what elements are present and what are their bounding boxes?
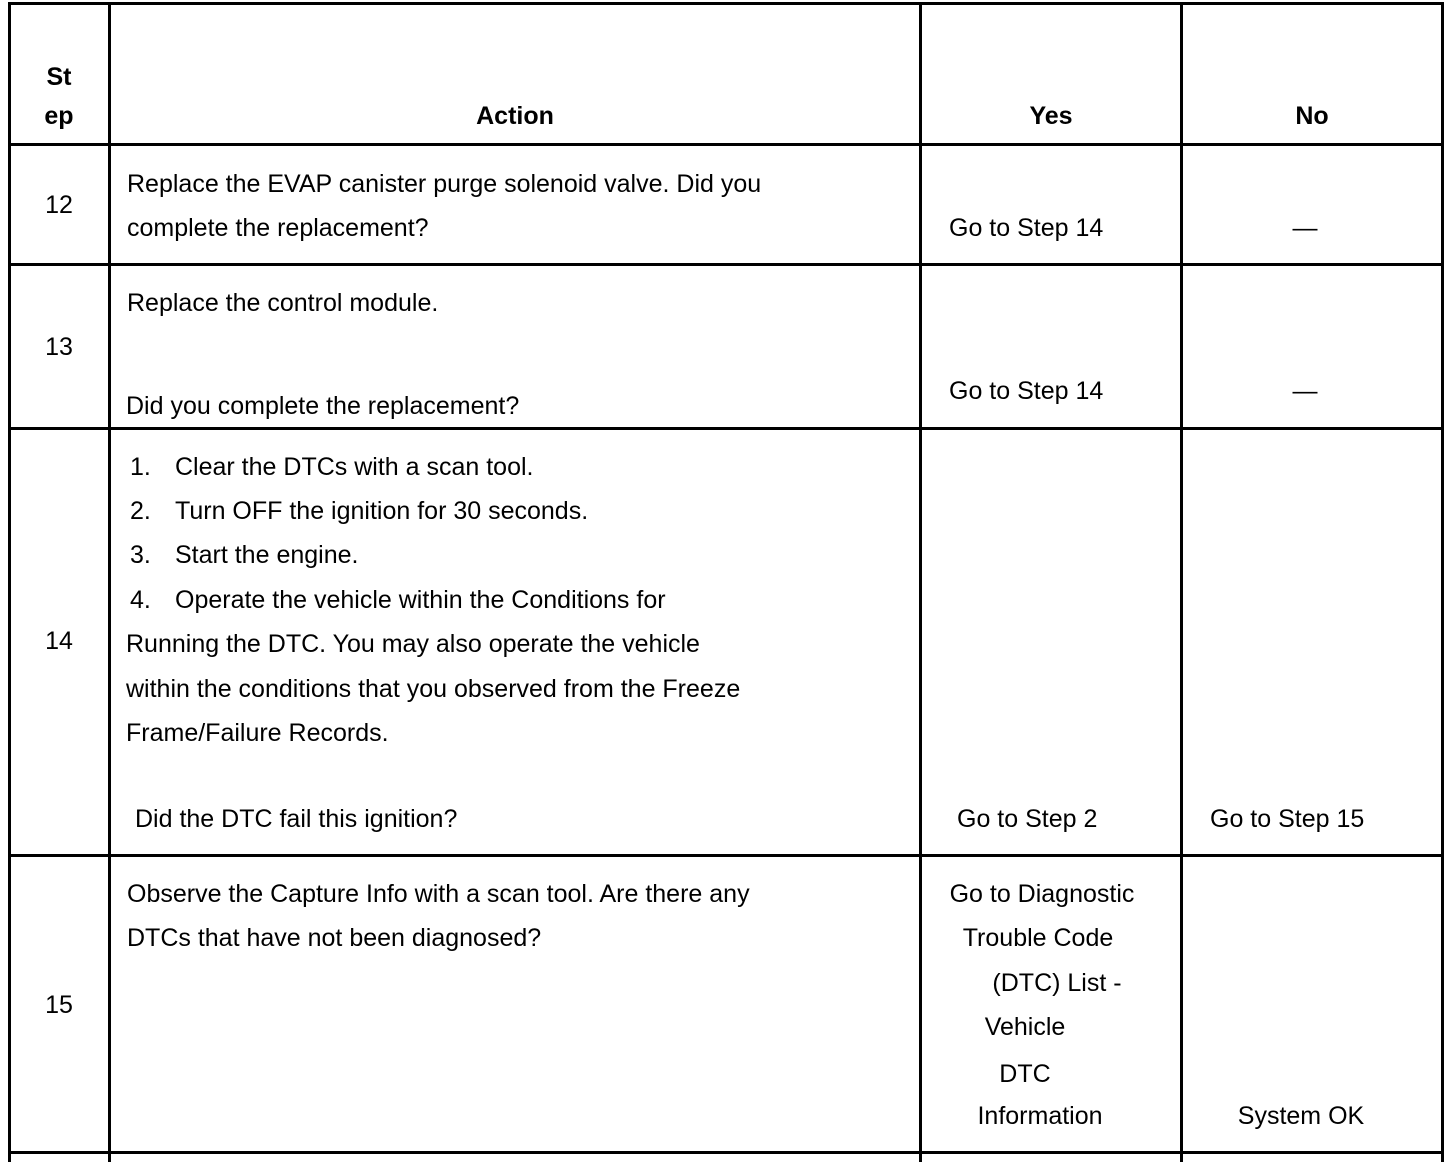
action-text: Replace the control module.: [127, 289, 439, 317]
action-text: DTCs that have not been diagnosed?: [127, 924, 542, 952]
no-result: Go to Step 15: [1210, 805, 1365, 833]
table-border-bottom: [8, 1151, 1444, 1154]
action-text: Frame/Failure Records.: [126, 719, 389, 747]
no-result: —: [1292, 377, 1318, 405]
yes-result: Go to Diagnostic: [949, 880, 1135, 908]
row-divider: [8, 427, 1444, 430]
step-number: 12: [45, 191, 73, 219]
step-number: 13: [45, 333, 73, 361]
yes-result: Go to Step 14: [949, 214, 1104, 242]
list-item: Operate the vehicle within the Conditions for: [175, 586, 666, 614]
row-divider: [8, 854, 1444, 857]
row-divider: [8, 263, 1444, 266]
header-divider: [8, 143, 1444, 146]
step-number: 15: [45, 991, 73, 1019]
column-divider: [108, 2, 111, 1162]
yes-result: Go to Step 14: [949, 377, 1104, 405]
table-border-top: [8, 2, 1444, 5]
action-text: Observe the Capture Info with a scan tool. Are there any: [127, 880, 750, 908]
header-yes: Yes: [1029, 102, 1073, 130]
header-step-line2: ep: [44, 102, 74, 130]
list-item: Clear the DTCs with a scan tool.: [175, 453, 534, 481]
no-result: System OK: [1237, 1102, 1365, 1130]
list-number: 2.: [130, 497, 151, 525]
action-question: Did the DTC fail this ignition?: [135, 805, 458, 833]
list-number: 4.: [130, 586, 151, 614]
header-step-line1: St: [46, 63, 72, 91]
yes-result: Information: [977, 1102, 1103, 1130]
yes-result: Go to Step 2: [957, 805, 1098, 833]
action-text: within the conditions that you observed from the Freeze: [126, 675, 741, 703]
yes-result: (DTC) List -: [992, 969, 1122, 997]
list-number: 1.: [130, 453, 151, 481]
yes-result: Trouble Code: [962, 924, 1114, 952]
action-text: Running the DTC. You may also operate the vehicle: [126, 630, 700, 658]
action-text: complete the replacement?: [127, 214, 429, 242]
list-number: 3.: [130, 541, 151, 569]
header-action: Action: [476, 102, 554, 130]
yes-result: DTC: [999, 1060, 1051, 1088]
table-border-right: [1441, 2, 1444, 1162]
action-text: Replace the EVAP canister purge solenoid valve. Did you: [127, 170, 762, 198]
step-number: 14: [45, 627, 73, 655]
list-item: Start the engine.: [175, 541, 359, 569]
header-no: No: [1295, 102, 1329, 130]
action-text: Did you complete the replacement?: [126, 392, 520, 420]
list-item: Turn OFF the ignition for 30 seconds.: [175, 497, 589, 525]
no-result: —: [1292, 214, 1318, 242]
yes-result: Vehicle: [984, 1013, 1066, 1041]
table-border-left: [8, 2, 11, 1162]
